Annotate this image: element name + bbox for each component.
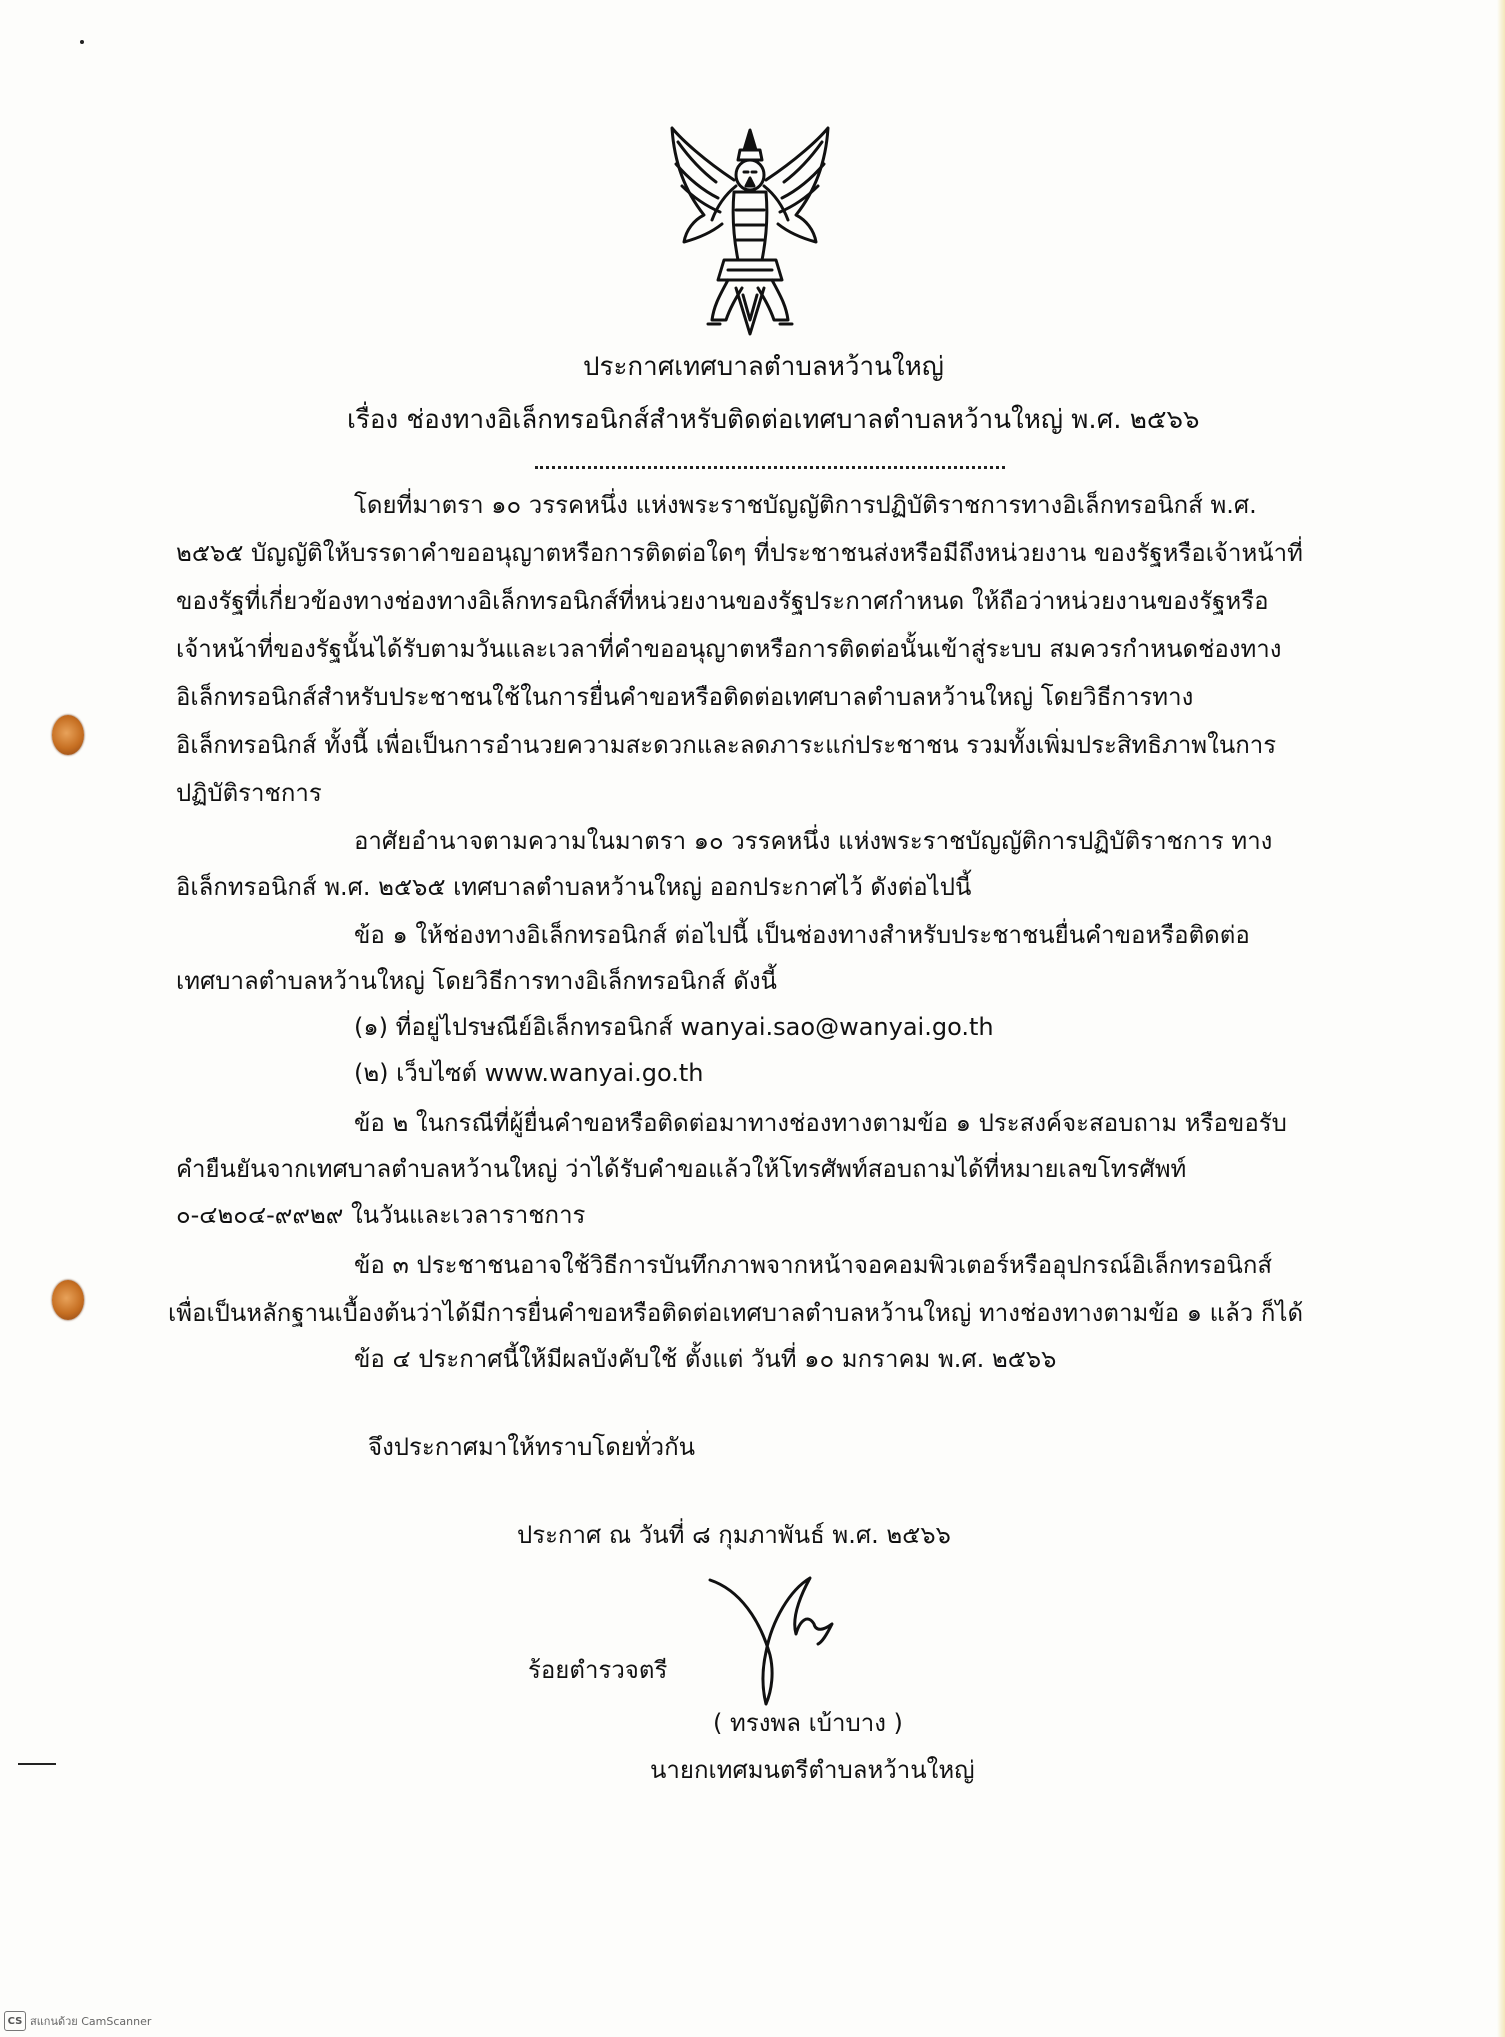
website-channel: (๒) เว็บไซต์ www.wanyai.go.th <box>354 1059 704 1087</box>
body-line: คำยืนยันจากเทศบาลตำบลหว้านใหญ่ ว่าได้รับคำขอแล้วให้โทรศัพท์สอบถามได้ที่หมายเลขโทรศัพท์ <box>176 1155 1187 1183</box>
body-line: ปฏิบัติราชการ <box>176 779 322 807</box>
body-line: เทศบาลตำบลหว้านใหญ่ โดยวิธีการทางอิเล็กทรอนิกส์ ดังนี้ <box>176 967 777 995</box>
body-line: เพื่อเป็นหลักฐานเบื้องต้นว่าได้มีการยื่นคำขอหรือติดต่อเทศบาลตำบลหว้านใหญ่ ทางช่องทางตามข้อ ๑ แล้ว ก็ได้ <box>168 1299 1304 1327</box>
body-line: โดยที่มาตรา ๑๐ วรรคหนึ่ง แห่งพระราชบัญญัติการปฏิบัติราชการทางอิเล็กทรอนิกส์ พ.ศ. <box>354 491 1257 519</box>
announcement-date: ประกาศ ณ วันที่ ๘ กุมภาพันธ์ พ.ศ. ๒๕๖๖ <box>517 1521 951 1549</box>
body-line: อิเล็กทรอนิกส์ พ.ศ. ๒๕๖๕ เทศบาลตำบลหว้านใหญ่ ออกประกาศไว้ ดังต่อไปนี้ <box>176 873 972 901</box>
body-line: อิเล็กทรอนิกส์ ทั้งนี้ เพื่อเป็นการอำนวยความสะดวกและลดภาระแก่ประชาชน รวมทั้งเพิ่มประสิทธิภาพในการ <box>176 731 1277 759</box>
scan-speck <box>80 40 84 44</box>
signer-rank: ร้อยตำรวจตรี <box>528 1656 668 1684</box>
signer-position: นายกเทศมนตรีตำบลหว้านใหญ่ <box>650 1756 975 1784</box>
announcement-title: ประกาศเทศบาลตำบลหว้านใหญ่ <box>583 352 944 382</box>
title-divider <box>535 466 1005 469</box>
camscanner-icon: CS <box>4 2011 26 2031</box>
body-line: อิเล็กทรอนิกส์สำหรับประชาชนใช้ในการยื่นคำขอหรือติดต่อเทศบาลตำบลหว้านใหญ่ โดยวิธีการทาง <box>176 683 1194 711</box>
scan-mark <box>18 1763 56 1765</box>
body-line: อาศัยอำนาจตามความในมาตรา ๑๐ วรรคหนึ่ง แห่งพระราชบัญญัติการปฏิบัติราชการ ทาง <box>354 827 1273 855</box>
email-channel: (๑) ที่อยู่ไปรษณีย์อิเล็กทรอนิกส์ wanyai.sao@wanyai.go.th <box>354 1013 994 1041</box>
phone-number-line: ๐-๔๒๐๔-๙๙๒๙ ในวันและเวลาราชการ <box>176 1201 586 1229</box>
body-line: ๒๕๖๕ บัญญัติให้บรรดาคำขออนุญาตหรือการติดต่อใดๆ ที่ประชาชนส่งหรือมีถึงหน่วยงาน ของรัฐหรือเจ้าหน้าที่ <box>176 539 1303 567</box>
body-line: ของรัฐที่เกี่ยวข้องทางช่องทางอิเล็กทรอนิกส์ที่หน่วยงานของรัฐประกาศกำหนด ให้ถือว่าหน่วยงานของรัฐหรือ <box>176 587 1269 615</box>
announcement-subject: เรื่อง ช่องทางอิเล็กทรอนิกส์สำหรับติดต่อเทศบาลตำบลหว้านใหญ่ พ.ศ. ๒๕๖๖ <box>347 405 1200 435</box>
signature <box>700 1560 880 1710</box>
clause-4: ข้อ ๔ ประกาศนี้ให้มีผลบังคับใช้ ตั้งแต่ วันที่ ๑๐ มกราคม พ.ศ. ๒๕๖๖ <box>354 1345 1057 1373</box>
closing-announce: จึงประกาศมาให้ทราบโดยทั่วกัน <box>368 1433 696 1461</box>
paper-edge-shading <box>1497 0 1505 2037</box>
clause-1: ข้อ ๑ ให้ช่องทางอิเล็กทรอนิกส์ ต่อไปนี้ เป็นช่องทางสำหรับประชาชนยื่นคำขอหรือติดต่อ <box>354 921 1250 949</box>
signer-name: ( ทรงพล เบ้าบาง ) <box>713 1709 903 1737</box>
punch-hole-top <box>52 715 84 755</box>
body-line: เจ้าหน้าที่ของรัฐนั้นได้รับตามวันและเวลาที่คำขออนุญาตหรือการติดต่อนั้นเข้าสู่ระบบ สมควรกำหนดช่องทาง <box>176 635 1282 663</box>
clause-3: ข้อ ๓ ประชาชนอาจใช้วิธีการบันทึกภาพจากหน้าจอคอมพิวเตอร์หรืออุปกรณ์อิเล็กทรอนิกส์ <box>354 1251 1273 1279</box>
garuda-emblem-icon <box>664 120 836 340</box>
punch-hole-bottom <box>52 1280 84 1320</box>
scanner-watermark <box>4 2010 151 2032</box>
clause-2: ข้อ ๒ ในกรณีที่ผู้ยื่นคำขอหรือติดต่อมาทางช่องทางตามข้อ ๑ ประสงค์จะสอบถาม หรือขอรับ <box>354 1109 1287 1137</box>
scanner-watermark-text: สแกนด้วย CamScanner <box>30 2015 152 2028</box>
